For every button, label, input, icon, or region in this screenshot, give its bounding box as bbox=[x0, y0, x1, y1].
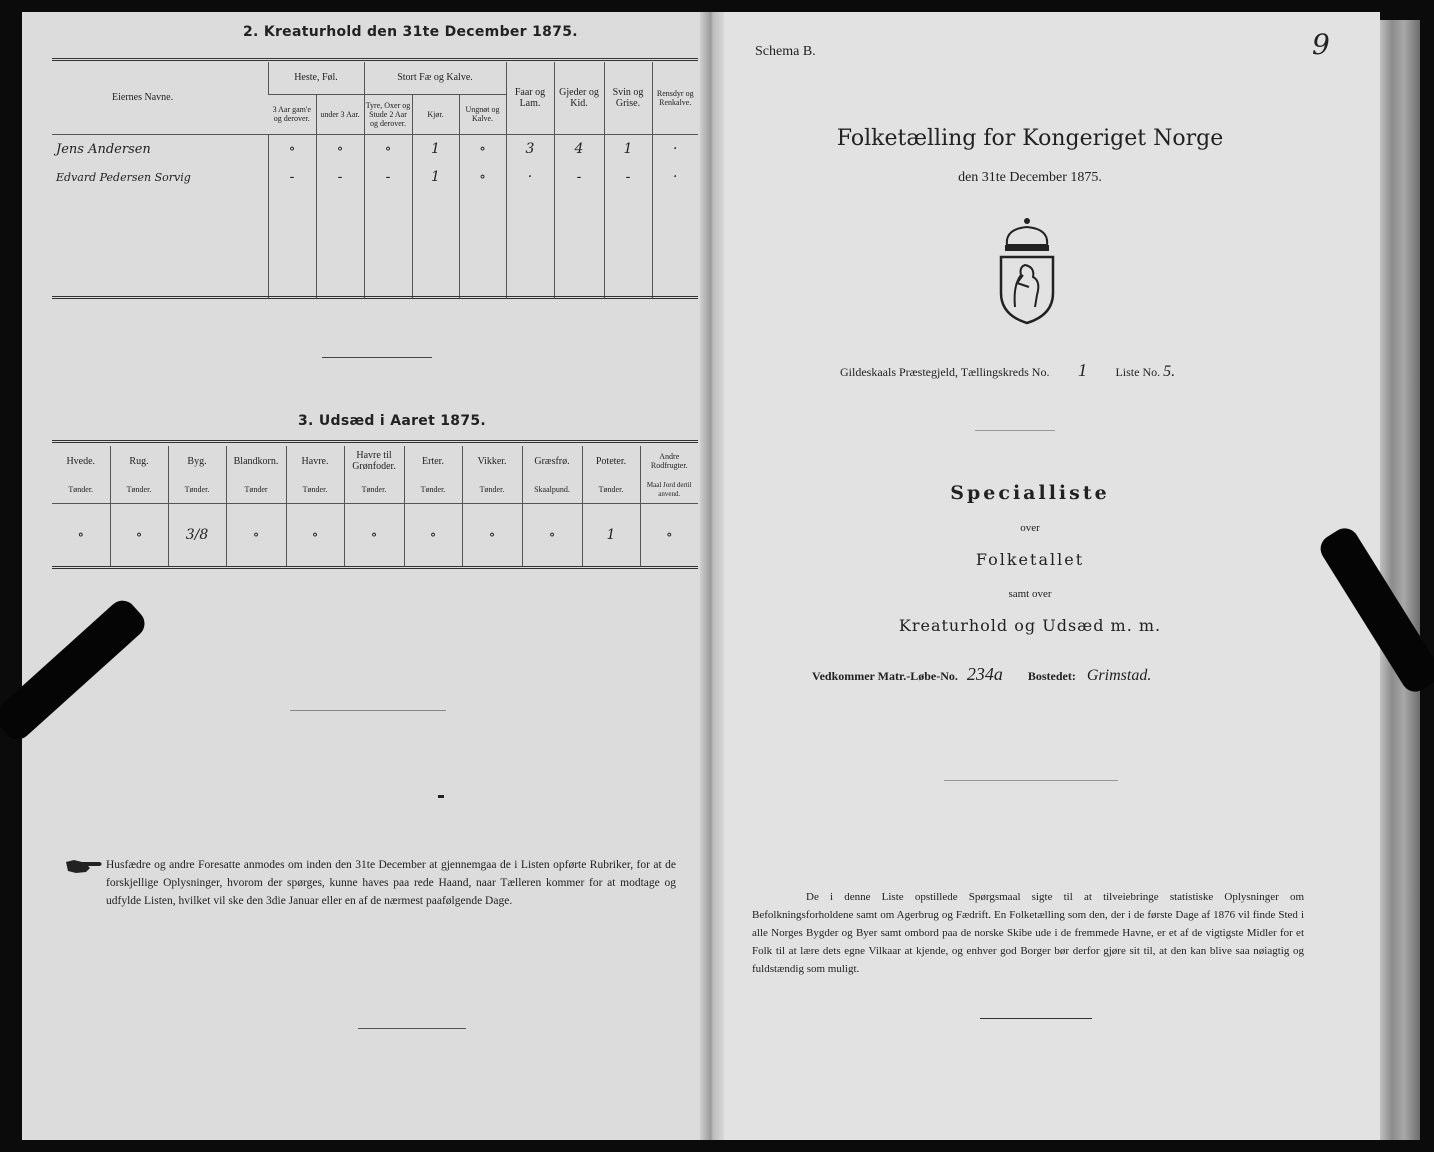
col-rodfrugter: Andre Rodfrugter. bbox=[640, 446, 698, 476]
cell: · bbox=[506, 164, 554, 190]
col-havre: Havre. bbox=[286, 446, 344, 476]
col-havre-gronfoder: Havre til Grønfoder. bbox=[344, 446, 404, 476]
cell: ∘ bbox=[459, 134, 506, 164]
pointing-hand-icon bbox=[64, 856, 104, 876]
col-blandkorn: Blandkorn. bbox=[226, 446, 286, 476]
col-poteter: Poteter. bbox=[582, 446, 640, 476]
col-rug: Rug. bbox=[110, 446, 168, 476]
cell: ∘ bbox=[316, 134, 364, 164]
col-hvede: Hvede. bbox=[66, 455, 96, 467]
cell: ∘ bbox=[110, 504, 168, 567]
cell: ∘ bbox=[459, 164, 506, 190]
specialliste-title: Specialliste bbox=[950, 482, 1110, 504]
col-tyre: Tyre, Oxer og Stude 2 Aar og derover. bbox=[364, 94, 412, 134]
bottom-rule bbox=[52, 296, 698, 299]
form-subtitle: den 31te December 1875. bbox=[958, 170, 1102, 185]
cell: ∘ bbox=[344, 504, 404, 567]
unit: Tønder. bbox=[110, 476, 168, 504]
samt-over-text: samt over bbox=[1008, 588, 1052, 600]
unit: Tønder. bbox=[68, 485, 94, 494]
col-kjor: Kjør. bbox=[412, 94, 459, 134]
col-heste-under3: under 3 Aar. bbox=[316, 94, 364, 134]
divider bbox=[290, 710, 446, 711]
prestegjeld: Gildeskaals Præstegjeld, bbox=[840, 365, 958, 379]
col-ungnot: Ungnøt og Kalve. bbox=[459, 94, 506, 134]
divider bbox=[975, 430, 1055, 431]
liste-value: 5. bbox=[1163, 363, 1176, 380]
cell: ∘ bbox=[226, 504, 286, 567]
table-row bbox=[52, 190, 698, 298]
col-byg: Byg. bbox=[168, 446, 226, 476]
ink-mark bbox=[438, 795, 444, 798]
cell: 1 bbox=[412, 164, 459, 190]
unit: Tønder bbox=[226, 476, 286, 504]
cell: ∘ bbox=[522, 504, 582, 567]
divider bbox=[944, 780, 1118, 781]
section3-title: 3. Udsæd i Aaret 1875. bbox=[298, 413, 487, 429]
udsaed-top-rule bbox=[52, 440, 698, 443]
cell: - bbox=[268, 164, 316, 190]
divider bbox=[980, 1018, 1092, 1019]
col-rensdyr: Rensdyr og Renkalve. bbox=[652, 62, 698, 134]
cell: ∘ bbox=[462, 504, 522, 567]
bostedet-value: Grimstad. bbox=[1086, 667, 1152, 684]
owner-name: Edvard Pedersen Sorvig bbox=[56, 170, 191, 184]
unit: Tønder. bbox=[462, 476, 522, 504]
over-text: over bbox=[1020, 522, 1040, 534]
coat-of-arms-icon bbox=[995, 215, 1059, 325]
matr-value: 234a bbox=[966, 664, 1003, 684]
col-svin: Svin og Grise. bbox=[604, 62, 652, 134]
left-note: Husfædre og andre Foresatte anmodes om inden den 31te December at gjennemgaa de i Listen opførte Rubriker, for at de forskjellige Oplysninger, hvorom der spørges, kunne haves paa rede Haand, naar Tælleren kommer for at modtage og udfylde Listen, hvilket vil ske den 3die Januar eller en af de nærmest paafølgende Dage. bbox=[106, 859, 676, 907]
owner-name: Jens Andersen bbox=[56, 141, 151, 157]
divider bbox=[322, 357, 432, 358]
cell: 1 bbox=[582, 504, 640, 567]
udsaed-table bbox=[52, 446, 698, 566]
unit: Maal Jord dertil anvend. bbox=[640, 476, 698, 504]
kreaturhold-table bbox=[52, 62, 698, 298]
table-row bbox=[52, 164, 698, 190]
right-note: De i denne Liste opstillede Spørgsmaal sigte til at tilveiebringe statistiske Oplysninger om Befolkningsforholdene samt om Agerbrug og Fædrift. En Folketælling som den, der i de første Dage af 1876 vil finde Sted i alle Norges Bygder og Byer samt ombord paa de norske Skibe ude i de fremmede Havne, er et af de vigtigste Midler for et Folk til at lære dets egne Vilkaar at kjende, og enhver god Borger bør derfor gjøre sit til, at den kan blive saa nøiagtig og fuldstændig som muligt. bbox=[752, 891, 1304, 975]
section2-title: 2. Kreaturhold den 31te December 1875. bbox=[243, 24, 578, 40]
liste-label: Liste No. bbox=[1115, 365, 1161, 379]
schema-label: Schema B. bbox=[755, 44, 816, 59]
col-heste-over3: 3 Aar gam'e og derover. bbox=[272, 105, 311, 123]
book-edge bbox=[1380, 20, 1420, 1140]
cell: ∘ bbox=[77, 527, 85, 543]
top-rule bbox=[52, 58, 698, 61]
form-title: Folketælling for Kongeriget Norge bbox=[836, 126, 1224, 151]
table-row bbox=[52, 134, 698, 164]
matr-label: Vedkommer Matr.-Løbe-No. bbox=[812, 669, 958, 683]
col-eiernes-navne: Eiernes Navne. bbox=[112, 92, 174, 104]
cell: ∘ bbox=[286, 504, 344, 567]
col-heste: Heste, Føl. bbox=[268, 62, 364, 94]
col-vikker: Vikker. bbox=[462, 446, 522, 476]
col-erter: Erter. bbox=[404, 446, 462, 476]
cell: - bbox=[316, 164, 364, 190]
unit: Tønder. bbox=[404, 476, 462, 504]
krets-label: Tællingskreds No. bbox=[960, 365, 1050, 379]
cell: - bbox=[364, 164, 412, 190]
krets-value: 1 bbox=[1077, 360, 1087, 380]
cell: - bbox=[604, 164, 652, 190]
unit: Tønder. bbox=[582, 476, 640, 504]
table-row bbox=[52, 504, 698, 567]
vedkommer-line bbox=[812, 664, 1272, 685]
udsaed-bottom-rule bbox=[52, 566, 698, 569]
divider bbox=[358, 1028, 466, 1029]
unit: Skaalpund. bbox=[522, 476, 582, 504]
parish-line bbox=[840, 360, 1240, 381]
cell: ∘ bbox=[404, 504, 462, 567]
col-gjeder: Gjeder og Kid. bbox=[554, 62, 604, 134]
cell: ∘ bbox=[364, 134, 412, 164]
book-gutter bbox=[700, 12, 724, 1140]
cell: 3 bbox=[506, 134, 554, 164]
cell: 1 bbox=[412, 134, 459, 164]
unit: Tønder. bbox=[286, 476, 344, 504]
bostedet-label: Bostedet: bbox=[1027, 669, 1076, 683]
unit: Tønder. bbox=[168, 476, 226, 504]
cell: - bbox=[554, 164, 604, 190]
col-stort-fae: Stort Fæ og Kalve. bbox=[364, 62, 506, 94]
page-number: 9 bbox=[1312, 28, 1330, 61]
folketallet-text: Folketallet bbox=[975, 550, 1085, 569]
cell: 1 bbox=[604, 134, 652, 164]
cell: 4 bbox=[554, 134, 604, 164]
col-faar: Faar og Lam. bbox=[506, 62, 554, 134]
col-graesfro: Græsfrø. bbox=[522, 446, 582, 476]
cell: 3/8 bbox=[168, 504, 226, 567]
cell: · bbox=[652, 134, 698, 164]
cell: ∘ bbox=[268, 134, 316, 164]
kreaturhold-text: Kreaturhold og Udsæd m. m. bbox=[898, 616, 1162, 635]
cell: ∘ bbox=[640, 504, 698, 567]
cell: · bbox=[652, 164, 698, 190]
unit: Tønder. bbox=[344, 476, 404, 504]
